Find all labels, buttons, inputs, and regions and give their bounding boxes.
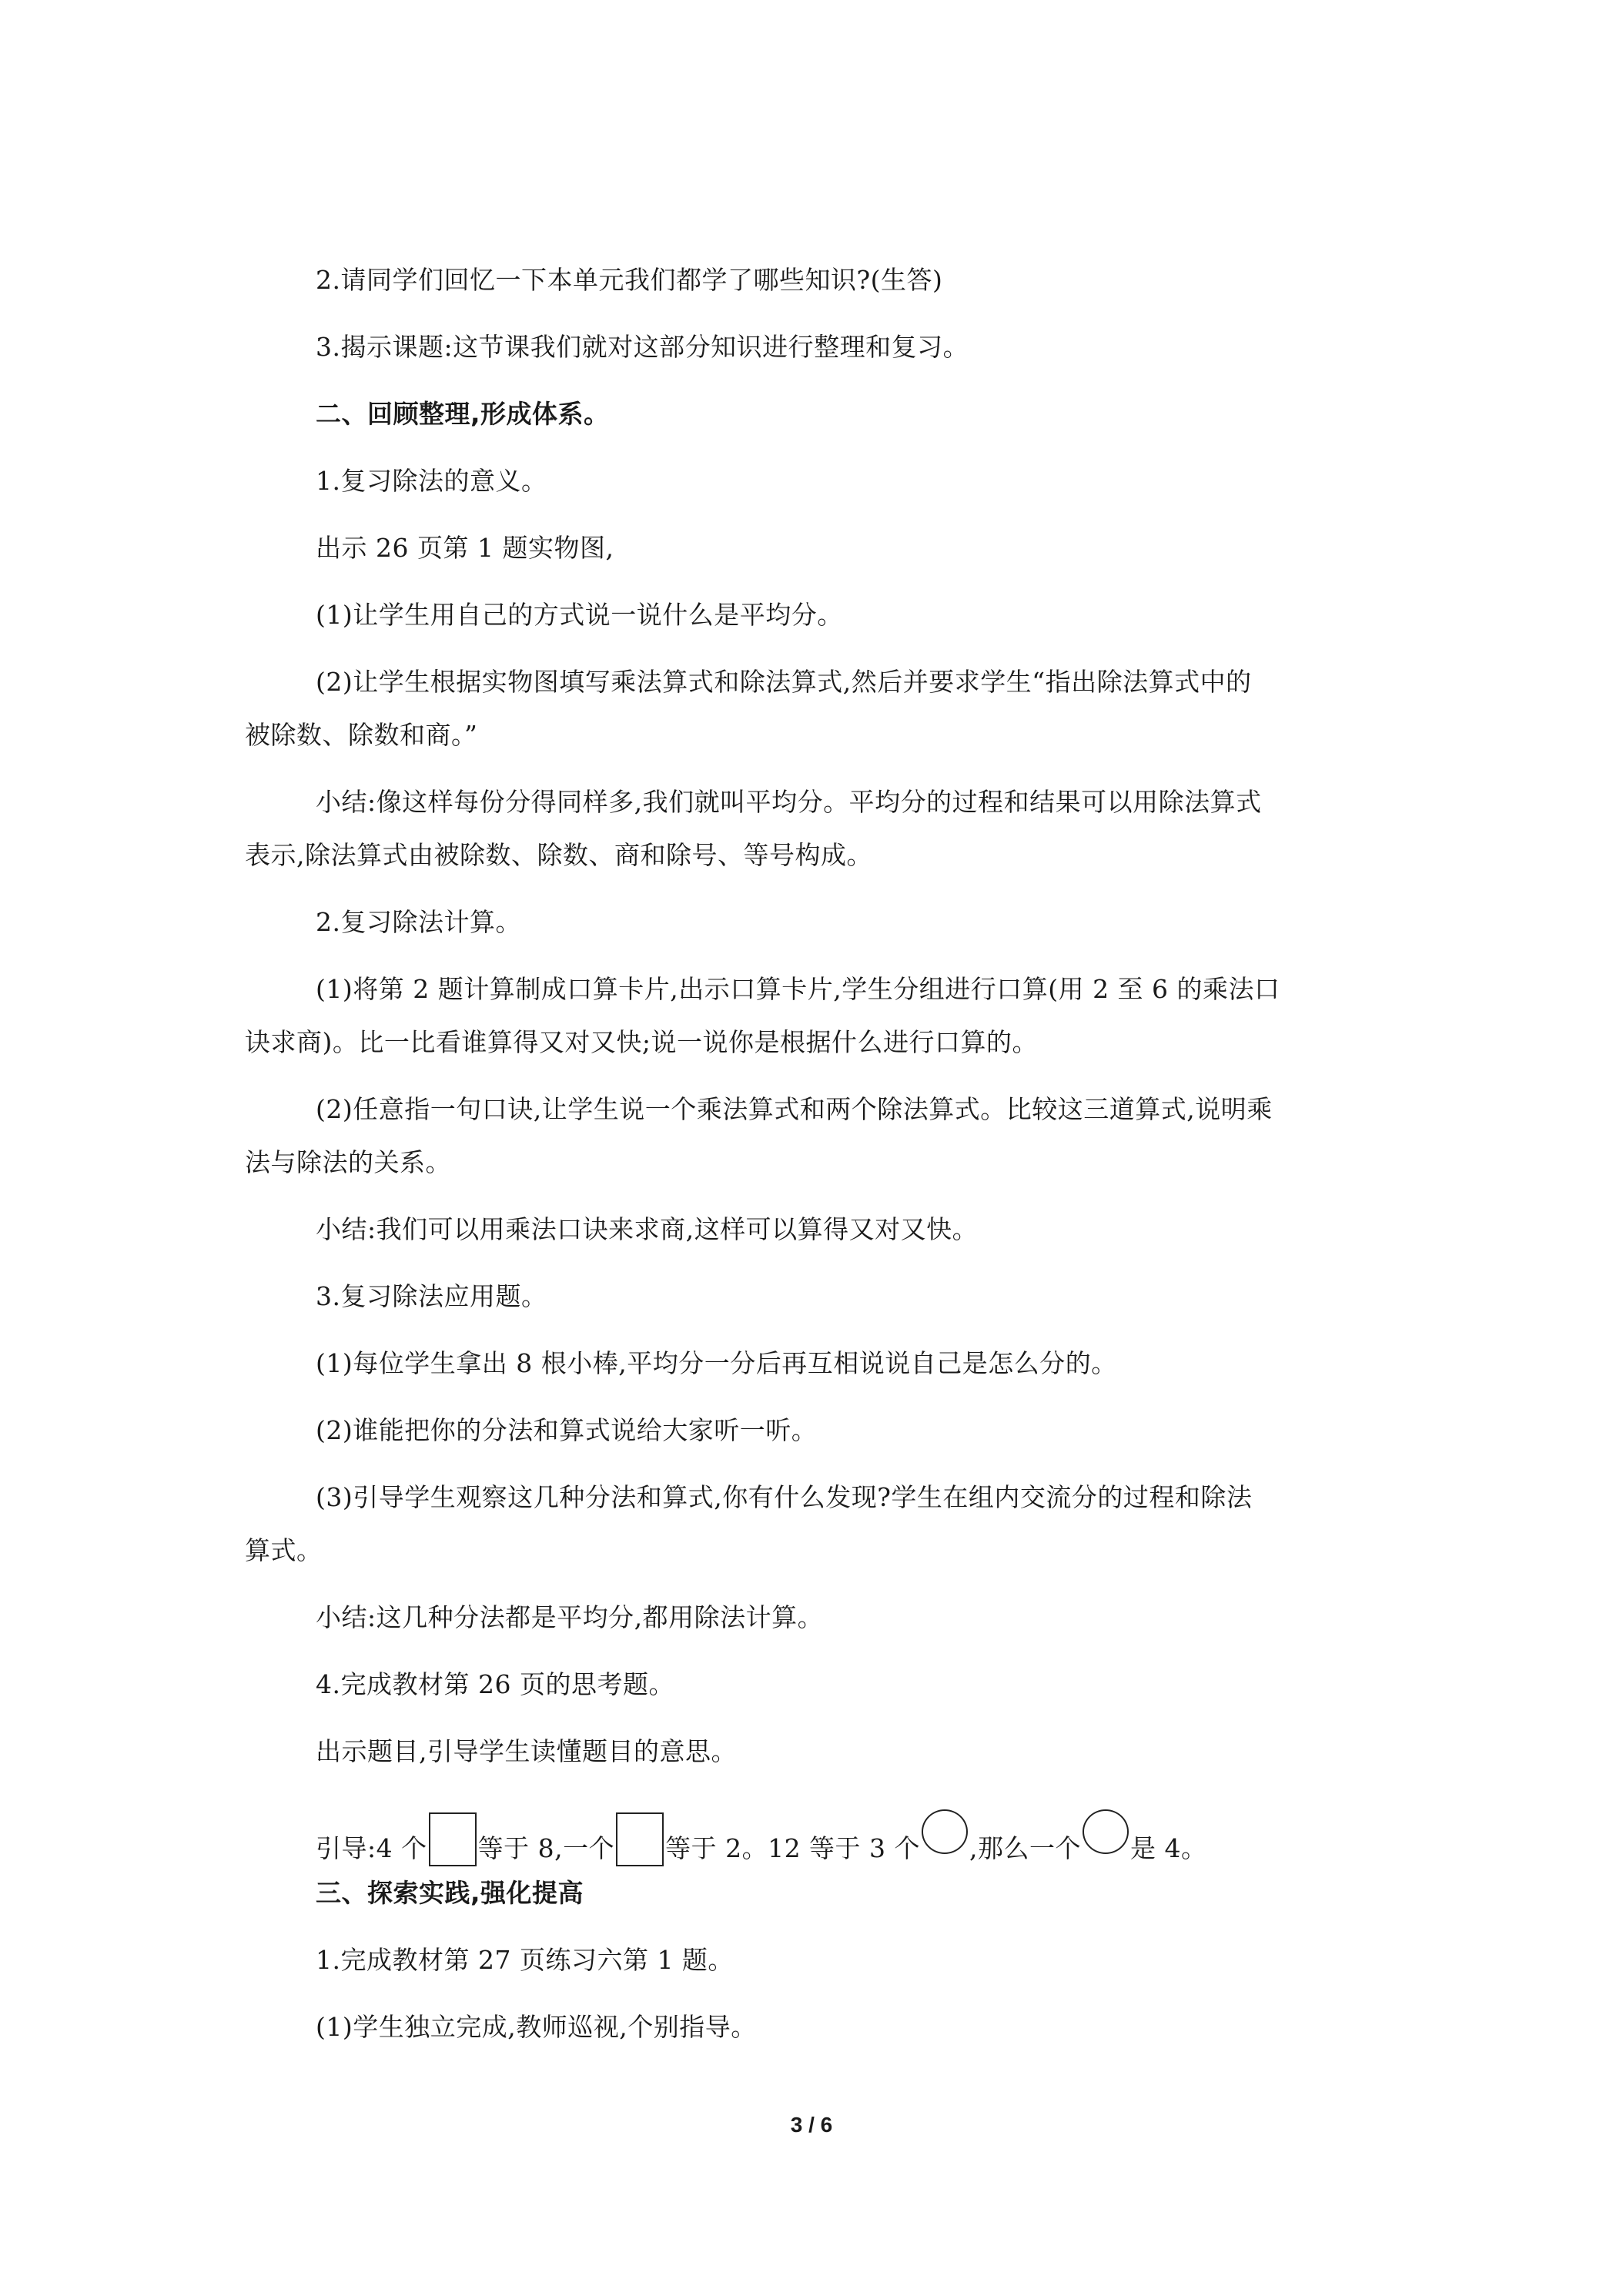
paragraph: 被除数、除数和商。” (245, 720, 478, 750)
guide-sentence (316, 1809, 1386, 1866)
guide-part: 引导:4 个 (316, 1833, 427, 1863)
paragraph: (3)引导学生观察这几种分法和算式,你有什么发现?学生在组内交流分的过程和除法 (316, 1482, 1253, 1512)
guide-part: 等于 2。12 等于 3 个 (665, 1833, 921, 1863)
page-number: 3 / 6 (790, 2113, 833, 2137)
paragraph: (1)将第 2 题计算制成口算卡片,出示口算卡片,学生分组进行口算(用 2 至 6 的乘法口 (316, 974, 1280, 1004)
paragraph: (2)谁能把你的分法和算式说给大家听一听。 (316, 1415, 818, 1445)
paragraph: 1.完成教材第 27 页练习六第 1 题。 (316, 1945, 734, 1975)
paragraph: (2)让学生根据实物图填写乘法算式和除法算式,然后并要求学生“指出除法算式中的 (316, 667, 1252, 697)
paragraph: 3.复习除法应用题。 (316, 1281, 547, 1311)
paragraph: (1)让学生用自己的方式说一说什么是平均分。 (316, 600, 843, 630)
paragraph: 2.请同学们回忆一下本单元我们都学了哪些知识?(生答) (316, 265, 943, 295)
section-heading: 三、探索实践,强化提高 (316, 1878, 584, 1908)
paragraph: 算式。 (245, 1535, 323, 1565)
paragraph: 出示 26 页第 1 题实物图, (316, 533, 614, 563)
paragraph: 2.复习除法计算。 (316, 907, 521, 937)
guide-part: 等于 8,一个 (477, 1833, 615, 1863)
paragraph: (1)每位学生拿出 8 根小棒,平均分一分后再互相说说自己是怎么分的。 (316, 1348, 1117, 1378)
guide-part: ,那么一个 (969, 1833, 1082, 1863)
paragraph: (2)任意指一句口诀,让学生说一个乘法算式和两个除法算式。比较这三道算式,说明乘 (316, 1094, 1273, 1124)
guide-part: 是 4。 (1130, 1833, 1207, 1863)
paragraph: 3.揭示课题:这节课我们就对这部分知识进行整理和复习。 (316, 332, 969, 362)
section-heading: 二、回顾整理,形成体系。 (316, 399, 610, 429)
paragraph: 出示题目,引导学生读懂题目的意思。 (316, 1736, 737, 1766)
circle-blank-shape (922, 1809, 968, 1854)
paragraph: 4.完成教材第 26 页的思考题。 (316, 1669, 674, 1699)
paragraph: 1.复习除法的意义。 (316, 466, 547, 496)
paragraph: 表示,除法算式由被除数、除数、商和除号、等号构成。 (245, 840, 872, 870)
circle-blank-shape (1083, 1809, 1129, 1854)
paragraph: (1)学生独立完成,教师巡视,个别指导。 (316, 2012, 757, 2042)
paragraph: 小结:这几种分法都是平均分,都用除法计算。 (316, 1602, 824, 1632)
paragraph: 诀求商)。比一比看谁算得又对又快;说一说你是根据什么进行口算的。 (245, 1027, 1038, 1057)
square-blank-shape (429, 1812, 477, 1866)
paragraph: 法与除法的关系。 (245, 1147, 451, 1177)
paragraph: 小结:我们可以用乘法口诀来求商,这样可以算得又对又快。 (316, 1214, 979, 1244)
square-blank-shape (616, 1812, 664, 1866)
paragraph: 小结:像这样每份分得同样多,我们就叫平均分。平均分的过程和结果可以用除法算式 (316, 787, 1262, 817)
